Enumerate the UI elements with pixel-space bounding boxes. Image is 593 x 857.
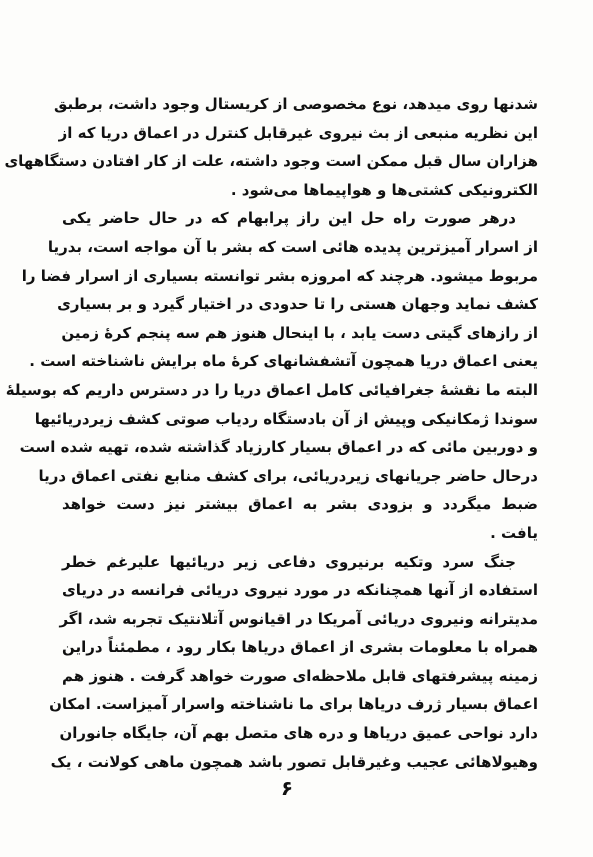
text-line: زمینه پیشرفتهای قابل ملاحظه‌ای صورت خواهد گرفت . هنوز هم: [62, 666, 538, 685]
text-line: درحال حاضر جریانهای زیردریائی، برای کشف منابع نفتی اعماق دریا: [38, 466, 538, 485]
text-line: ضبط میگردد و بزودی بشر به اعماق بیشتر نیز دست خواهد: [62, 495, 538, 514]
text-line: این نظریه منبعی از بث نیروی غیرقابل کنترل در اعماق دریا که از: [58, 123, 538, 142]
text-line: الکترونیکی کشتی‌ها و هواپیماها می‌شود .: [230, 180, 538, 199]
text-line: هزاران سال قبل ممکن است وجود داشته، علت از کار افتادن دستگاههای: [4, 152, 538, 171]
text-line: از اسرار آمیزترین پدیده هائی است که بشر با آن مواجه است، بدریا: [47, 237, 538, 256]
text-line: دارد نواحی عمیق دریاها و دره های متصل بهم آن، جایگاه جانوران: [59, 724, 538, 743]
text-line: و دوربین مائی که در اعماق بسیار کارزیاد گذاشته شده، تهیه شده است: [19, 438, 538, 457]
text-line: وهیولاهائی عجیب وغیرقابل تصور باشد همچون ماهی کولانت ، یک: [50, 752, 538, 771]
body-text: [4, 90, 538, 776]
text-line: همراه با معلومات بشری از اعماق دریاها بکار رود ، مطمئناً دراین: [62, 638, 538, 657]
text-line: البته ما نقشهٔ جغرافیائی کامل اعماق دریا را در دسترس داریم که بوسیلهٔ: [5, 380, 538, 399]
text-line: سوندا ژمکانیکی وپیش از آن بادستگاه ردیاب صوتی کشف زیردریائیها: [34, 409, 538, 428]
text-line: مربوط میشود. هرچند که امروزه بشر توانسته بسیاری از اسرار فضا را: [21, 266, 538, 285]
text-line: استفاده از آنها همچنانکه در مورد نیروی دریائی فرانسه در دریای: [62, 581, 538, 600]
text-line: کشف نماید وجهان هستی را تا حدودی در اختیار گیرد و بر بسیاری: [57, 295, 538, 314]
paragraph-start-line: جنگ سرد وتکیه برنیروی دفاعی زیر دریائیها علیرغم خطر: [62, 552, 516, 571]
text-line: مدیترانه ونیروی دریائی آمریکا در اقیانوس آتلانتیک تجربه شد، اگر: [59, 609, 538, 628]
paragraph-start-line: درهر صورت راه حل این راز پرابهام که در حال حاضر یکی: [62, 209, 516, 228]
text-line: اعماق بسیار ژرف دریاها برای ما ناشناخته واسرار آمیزاست. امکان: [49, 695, 538, 714]
text-line: شدنها روی میدهد، نوع مخصوصی از کریستال وجود داشت، برطبق: [54, 95, 538, 113]
text-line: یعنی اعماق دریا همچون آتشفشانهای کرهٔ ماه برایش ناشناخته است .: [29, 352, 538, 371]
text-line: از رازهای گیتی دست یابد ، با اینحال هنوز هم سه پنجم کرهٔ زمین: [61, 323, 538, 342]
page-number: ۶: [280, 776, 294, 800]
text-line: یافت .: [490, 523, 538, 542]
